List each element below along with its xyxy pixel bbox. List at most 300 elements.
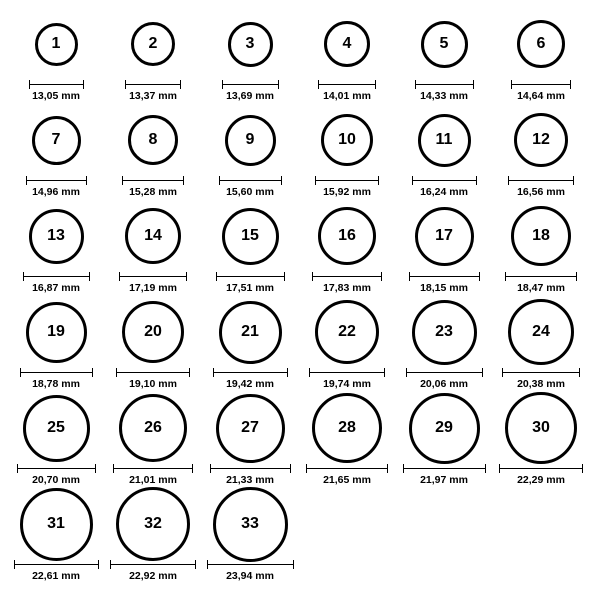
ring-outline-wrapper xyxy=(222,202,279,270)
diameter-label: 20,70 mm xyxy=(32,474,80,486)
ring-outline-wrapper xyxy=(418,106,471,174)
diameter-measure xyxy=(17,464,96,486)
diameter-measure xyxy=(505,272,577,294)
ring-size-cell[interactable] xyxy=(202,394,298,486)
ring-size-number: 11 xyxy=(435,131,453,148)
ring-outline-wrapper xyxy=(511,202,571,270)
ring-size-cell[interactable] xyxy=(105,490,201,582)
ring-size-number: 9 xyxy=(245,131,255,148)
ring-outline-wrapper xyxy=(415,202,474,270)
ring-row xyxy=(8,298,592,394)
diameter-measure xyxy=(26,176,87,198)
ring-size-number: 13 xyxy=(47,227,65,244)
ring-size-cell[interactable] xyxy=(396,298,492,390)
ring-size-number: 31 xyxy=(47,515,65,532)
diameter-measure xyxy=(116,368,190,390)
diameter-label: 14,33 mm xyxy=(420,90,468,102)
ring-size-cell[interactable] xyxy=(105,106,201,198)
ring-circle-icon xyxy=(219,301,282,364)
measurement-tick-left xyxy=(113,464,114,473)
measurement-tick-right xyxy=(98,560,99,569)
measurement-tick-left xyxy=(222,80,223,89)
ring-circle-icon xyxy=(412,300,477,365)
measurement-tick-left xyxy=(29,80,30,89)
ring-circle-icon xyxy=(23,395,90,462)
diameter-measure xyxy=(29,80,84,102)
measurement-bar-icon xyxy=(415,80,474,88)
ring-circle-icon xyxy=(418,114,471,167)
ring-size-number: 14 xyxy=(144,227,162,244)
ring-size-number: 2 xyxy=(148,35,158,52)
ring-size-number: 1 xyxy=(51,35,61,52)
ring-size-cell[interactable] xyxy=(493,10,589,102)
measurement-line xyxy=(216,276,285,277)
measurement-tick-right xyxy=(92,368,93,377)
measurement-bar-icon xyxy=(219,176,282,184)
measurement-line xyxy=(511,84,571,85)
ring-circle-icon xyxy=(511,206,571,266)
measurement-tick-right xyxy=(570,80,571,89)
ring-size-number: 26 xyxy=(144,419,162,436)
ring-size-cell[interactable] xyxy=(396,106,492,198)
measurement-tick-right xyxy=(576,272,577,281)
measurement-tick-right xyxy=(284,272,285,281)
ring-size-cell[interactable] xyxy=(105,394,201,486)
ring-size-cell[interactable] xyxy=(299,202,395,294)
ring-outline-wrapper xyxy=(321,106,373,174)
diameter-measure xyxy=(222,80,279,102)
measurement-tick-right xyxy=(582,464,583,473)
diameter-measure xyxy=(207,560,294,582)
ring-outline-wrapper xyxy=(219,298,282,366)
diameter-measure xyxy=(415,80,474,102)
measurement-tick-right xyxy=(473,80,474,89)
measurement-tick-left xyxy=(508,176,509,185)
measurement-line xyxy=(222,84,279,85)
measurement-tick-left xyxy=(20,368,21,377)
ring-size-cell[interactable] xyxy=(105,10,201,102)
ring-size-cell[interactable] xyxy=(396,202,492,294)
ring-outline-wrapper xyxy=(228,10,273,78)
ring-size-number: 30 xyxy=(532,419,550,436)
measurement-line xyxy=(406,372,483,373)
ring-circle-icon xyxy=(32,116,81,165)
diameter-measure xyxy=(312,272,382,294)
measurement-bar-icon xyxy=(26,176,87,184)
measurement-line xyxy=(23,276,90,277)
diameter-measure xyxy=(110,560,196,582)
measurement-tick-left xyxy=(110,560,111,569)
diameter-measure xyxy=(318,80,376,102)
ring-size-cell[interactable] xyxy=(493,394,589,486)
ring-outline-wrapper xyxy=(517,10,565,78)
ring-row xyxy=(8,490,592,586)
diameter-label: 18,15 mm xyxy=(420,282,468,294)
measurement-bar-icon xyxy=(20,368,93,376)
ring-size-cell[interactable] xyxy=(299,10,395,102)
measurement-bar-icon xyxy=(213,368,288,376)
measurement-tick-left xyxy=(210,464,211,473)
measurement-line xyxy=(409,276,480,277)
measurement-line xyxy=(505,276,577,277)
measurement-bar-icon xyxy=(207,560,294,568)
measurement-bar-icon xyxy=(122,176,184,184)
measurement-line xyxy=(412,180,477,181)
ring-outline-wrapper xyxy=(122,298,184,366)
ring-size-cell[interactable] xyxy=(493,298,589,390)
diameter-measure xyxy=(306,464,388,486)
measurement-bar-icon xyxy=(499,464,583,472)
diameter-label: 21,33 mm xyxy=(226,474,274,486)
measurement-tick-left xyxy=(219,176,220,185)
ring-circle-icon xyxy=(119,394,187,462)
ring-circle-icon xyxy=(125,208,181,264)
ring-circle-icon xyxy=(514,113,568,167)
diameter-label: 21,01 mm xyxy=(129,474,177,486)
ring-size-number: 16 xyxy=(338,227,356,244)
ring-outline-wrapper xyxy=(216,394,285,462)
measurement-line xyxy=(110,564,196,565)
ring-size-number: 20 xyxy=(144,323,162,340)
ring-size-number: 12 xyxy=(532,131,550,148)
diameter-label: 16,56 mm xyxy=(517,186,565,198)
ring-outline-wrapper xyxy=(225,106,276,174)
ring-circle-icon xyxy=(26,302,87,363)
ring-size-number: 29 xyxy=(435,419,453,436)
measurement-tick-right xyxy=(378,176,379,185)
ring-circle-icon xyxy=(228,22,273,67)
measurement-line xyxy=(210,468,291,469)
diameter-label: 17,51 mm xyxy=(226,282,274,294)
ring-outline-wrapper xyxy=(116,490,190,558)
ring-size-cell[interactable] xyxy=(493,106,589,198)
measurement-tick-right xyxy=(290,464,291,473)
measurement-line xyxy=(29,84,84,85)
measurement-tick-right xyxy=(293,560,294,569)
diameter-label: 21,65 mm xyxy=(323,474,371,486)
measurement-bar-icon xyxy=(216,272,285,280)
ring-size-number: 18 xyxy=(532,227,550,244)
diameter-measure xyxy=(502,368,580,390)
ring-row xyxy=(8,106,592,202)
measurement-line xyxy=(309,372,385,373)
diameter-label: 22,29 mm xyxy=(517,474,565,486)
diameter-measure xyxy=(216,272,285,294)
diameter-measure xyxy=(219,176,282,198)
ring-size-number: 3 xyxy=(245,35,255,52)
measurement-tick-right xyxy=(192,464,193,473)
measurement-line xyxy=(122,180,184,181)
measurement-bar-icon xyxy=(409,272,480,280)
ring-size-number: 25 xyxy=(47,419,65,436)
ring-circle-icon xyxy=(225,115,276,166)
ring-size-cell[interactable] xyxy=(8,490,104,582)
ring-size-number: 6 xyxy=(536,35,546,52)
measurement-tick-left xyxy=(315,176,316,185)
ring-size-number: 5 xyxy=(439,35,449,52)
ring-outline-wrapper xyxy=(409,394,480,462)
ring-circle-icon xyxy=(324,21,370,67)
ring-size-cell[interactable] xyxy=(396,394,492,486)
ring-size-cell[interactable] xyxy=(202,10,298,102)
ring-outline-wrapper xyxy=(412,298,477,366)
measurement-bar-icon xyxy=(508,176,574,184)
measurement-tick-left xyxy=(499,464,500,473)
measurement-tick-left xyxy=(14,560,15,569)
ring-circle-icon xyxy=(318,207,376,265)
ring-row xyxy=(8,10,592,106)
ring-circle-icon xyxy=(29,209,84,264)
measurement-bar-icon xyxy=(502,368,580,376)
diameter-measure xyxy=(20,368,93,390)
measurement-tick-left xyxy=(116,368,117,377)
diameter-label: 15,92 mm xyxy=(323,186,371,198)
ring-size-number: 21 xyxy=(241,323,259,340)
ring-size-number: 28 xyxy=(338,419,356,436)
ring-circle-icon xyxy=(315,300,379,364)
ring-circle-icon xyxy=(312,393,382,463)
ring-size-number: 4 xyxy=(342,35,352,52)
ring-size-cell[interactable] xyxy=(8,106,104,198)
ring-size-cell[interactable] xyxy=(299,394,395,486)
measurement-line xyxy=(318,84,376,85)
ring-size-cell[interactable] xyxy=(105,202,201,294)
measurement-line xyxy=(125,84,181,85)
measurement-line xyxy=(113,468,193,469)
ring-size-cell[interactable] xyxy=(8,298,104,390)
diameter-label: 18,47 mm xyxy=(517,282,565,294)
ring-size-cell[interactable] xyxy=(202,298,298,390)
measurement-bar-icon xyxy=(14,560,99,568)
measurement-tick-left xyxy=(207,560,208,569)
measurement-tick-left xyxy=(415,80,416,89)
diameter-measure xyxy=(23,272,90,294)
ring-size-cell[interactable] xyxy=(396,10,492,102)
measurement-line xyxy=(20,372,93,373)
diameter-measure xyxy=(412,176,477,198)
measurement-bar-icon xyxy=(318,80,376,88)
ring-circle-icon xyxy=(35,23,78,66)
diameter-label: 13,37 mm xyxy=(129,90,177,102)
measurement-tick-left xyxy=(312,272,313,281)
measurement-line xyxy=(14,564,99,565)
measurement-tick-right xyxy=(375,80,376,89)
measurement-line xyxy=(315,180,379,181)
ring-outline-wrapper xyxy=(312,394,382,462)
ring-size-number: 8 xyxy=(148,131,158,148)
diameter-label: 17,19 mm xyxy=(129,282,177,294)
measurement-line xyxy=(119,276,187,277)
diameter-label: 23,94 mm xyxy=(226,570,274,582)
ring-circle-icon xyxy=(409,393,480,464)
measurement-bar-icon xyxy=(23,272,90,280)
measurement-bar-icon xyxy=(406,368,483,376)
measurement-tick-left xyxy=(125,80,126,89)
measurement-tick-right xyxy=(387,464,388,473)
measurement-tick-right xyxy=(180,80,181,89)
ring-circle-icon xyxy=(116,487,190,561)
ring-size-number: 23 xyxy=(435,323,453,340)
diameter-label: 17,83 mm xyxy=(323,282,371,294)
measurement-tick-right xyxy=(476,176,477,185)
ring-circle-icon xyxy=(20,488,93,561)
measurement-tick-right xyxy=(86,176,87,185)
ring-outline-wrapper xyxy=(26,298,87,366)
measurement-bar-icon xyxy=(125,80,181,88)
ring-size-cell[interactable] xyxy=(202,106,298,198)
measurement-line xyxy=(403,468,486,469)
measurement-bar-icon xyxy=(222,80,279,88)
diameter-label: 15,60 mm xyxy=(226,186,274,198)
measurement-bar-icon xyxy=(116,368,190,376)
diameter-label: 22,92 mm xyxy=(129,570,177,582)
ring-circle-icon xyxy=(222,208,279,265)
ring-circle-icon xyxy=(508,299,574,365)
ring-size-number: 33 xyxy=(241,515,259,532)
measurement-tick-left xyxy=(213,368,214,377)
ring-size-cell[interactable] xyxy=(202,490,298,582)
ring-circle-icon xyxy=(128,115,178,165)
measurement-tick-left xyxy=(26,176,27,185)
measurement-tick-left xyxy=(412,176,413,185)
measurement-tick-left xyxy=(318,80,319,89)
ring-size-cell[interactable] xyxy=(8,10,104,102)
ring-size-number: 7 xyxy=(51,131,61,148)
measurement-line xyxy=(219,180,282,181)
ring-circle-icon xyxy=(131,22,175,66)
diameter-measure xyxy=(125,80,181,102)
measurement-tick-left xyxy=(409,272,410,281)
measurement-tick-left xyxy=(309,368,310,377)
measurement-line xyxy=(116,372,190,373)
ring-outline-wrapper xyxy=(35,10,78,78)
ring-circle-icon xyxy=(321,114,373,166)
diameter-label: 14,64 mm xyxy=(517,90,565,102)
diameter-label: 15,28 mm xyxy=(129,186,177,198)
diameter-measure xyxy=(210,464,291,486)
ring-size-number: 19 xyxy=(47,323,65,340)
measurement-tick-right xyxy=(83,80,84,89)
ring-row xyxy=(8,394,592,490)
measurement-line xyxy=(415,84,474,85)
ring-circle-icon xyxy=(213,487,288,562)
measurement-line xyxy=(499,468,583,469)
diameter-measure xyxy=(14,560,99,582)
diameter-label: 14,96 mm xyxy=(32,186,80,198)
ring-size-cell[interactable] xyxy=(299,106,395,198)
measurement-bar-icon xyxy=(312,272,382,280)
ring-size-number: 32 xyxy=(144,515,162,532)
measurement-tick-right xyxy=(195,560,196,569)
measurement-tick-left xyxy=(502,368,503,377)
ring-size-cell[interactable] xyxy=(8,202,104,294)
measurement-bar-icon xyxy=(113,464,193,472)
diameter-measure xyxy=(403,464,486,486)
measurement-bar-icon xyxy=(315,176,379,184)
ring-outline-wrapper xyxy=(32,106,81,174)
diameter-measure xyxy=(113,464,193,486)
diameter-label: 19,42 mm xyxy=(226,378,274,390)
measurement-line xyxy=(213,372,288,373)
diameter-measure xyxy=(409,272,480,294)
measurement-bar-icon xyxy=(119,272,187,280)
measurement-bar-icon xyxy=(306,464,388,472)
measurement-tick-right xyxy=(384,368,385,377)
ring-outline-wrapper xyxy=(131,10,175,78)
measurement-bar-icon xyxy=(403,464,486,472)
ring-size-number: 10 xyxy=(338,131,356,148)
measurement-tick-right xyxy=(278,80,279,89)
ring-outline-wrapper xyxy=(315,298,379,366)
ring-outline-wrapper xyxy=(125,202,181,270)
ring-size-cell[interactable] xyxy=(8,394,104,486)
ring-outline-wrapper xyxy=(20,490,93,558)
diameter-label: 20,38 mm xyxy=(517,378,565,390)
ring-size-number: 15 xyxy=(241,227,259,244)
diameter-label: 16,87 mm xyxy=(32,282,80,294)
diameter-label: 13,05 mm xyxy=(32,90,80,102)
ring-size-cell[interactable] xyxy=(299,298,395,390)
ring-outline-wrapper xyxy=(213,490,288,558)
measurement-tick-right xyxy=(89,272,90,281)
ring-outline-wrapper xyxy=(514,106,568,174)
diameter-measure xyxy=(508,176,574,198)
ring-size-cell[interactable] xyxy=(202,202,298,294)
diameter-label: 13,69 mm xyxy=(226,90,274,102)
diameter-label: 19,74 mm xyxy=(323,378,371,390)
measurement-tick-right xyxy=(183,176,184,185)
ring-size-cell[interactable] xyxy=(105,298,201,390)
measurement-tick-right xyxy=(281,176,282,185)
measurement-tick-right xyxy=(573,176,574,185)
ring-outline-wrapper xyxy=(29,202,84,270)
ring-outline-wrapper xyxy=(23,394,90,462)
diameter-measure xyxy=(309,368,385,390)
measurement-tick-left xyxy=(23,272,24,281)
measurement-bar-icon xyxy=(17,464,96,472)
diameter-label: 20,06 mm xyxy=(420,378,468,390)
diameter-label: 22,61 mm xyxy=(32,570,80,582)
measurement-tick-right xyxy=(579,368,580,377)
ring-circle-icon xyxy=(216,394,285,463)
measurement-tick-right xyxy=(287,368,288,377)
ring-circle-icon xyxy=(415,207,474,266)
measurement-line xyxy=(312,276,382,277)
ring-outline-wrapper xyxy=(421,10,468,78)
diameter-measure xyxy=(315,176,379,198)
measurement-tick-left xyxy=(511,80,512,89)
measurement-tick-right xyxy=(189,368,190,377)
diameter-measure xyxy=(213,368,288,390)
measurement-line xyxy=(508,180,574,181)
measurement-tick-right xyxy=(482,368,483,377)
ring-circle-icon xyxy=(517,20,565,68)
measurement-bar-icon xyxy=(511,80,571,88)
ring-circle-icon xyxy=(505,392,577,464)
diameter-measure xyxy=(499,464,583,486)
ring-outline-wrapper xyxy=(324,10,370,78)
measurement-tick-left xyxy=(17,464,18,473)
measurement-tick-left xyxy=(403,464,404,473)
measurement-tick-left xyxy=(119,272,120,281)
measurement-line xyxy=(306,468,388,469)
diameter-label: 19,10 mm xyxy=(129,378,177,390)
diameter-label: 16,24 mm xyxy=(420,186,468,198)
measurement-tick-left xyxy=(216,272,217,281)
ring-outline-wrapper xyxy=(128,106,178,174)
measurement-line xyxy=(26,180,87,181)
ring-size-cell[interactable] xyxy=(493,202,589,294)
